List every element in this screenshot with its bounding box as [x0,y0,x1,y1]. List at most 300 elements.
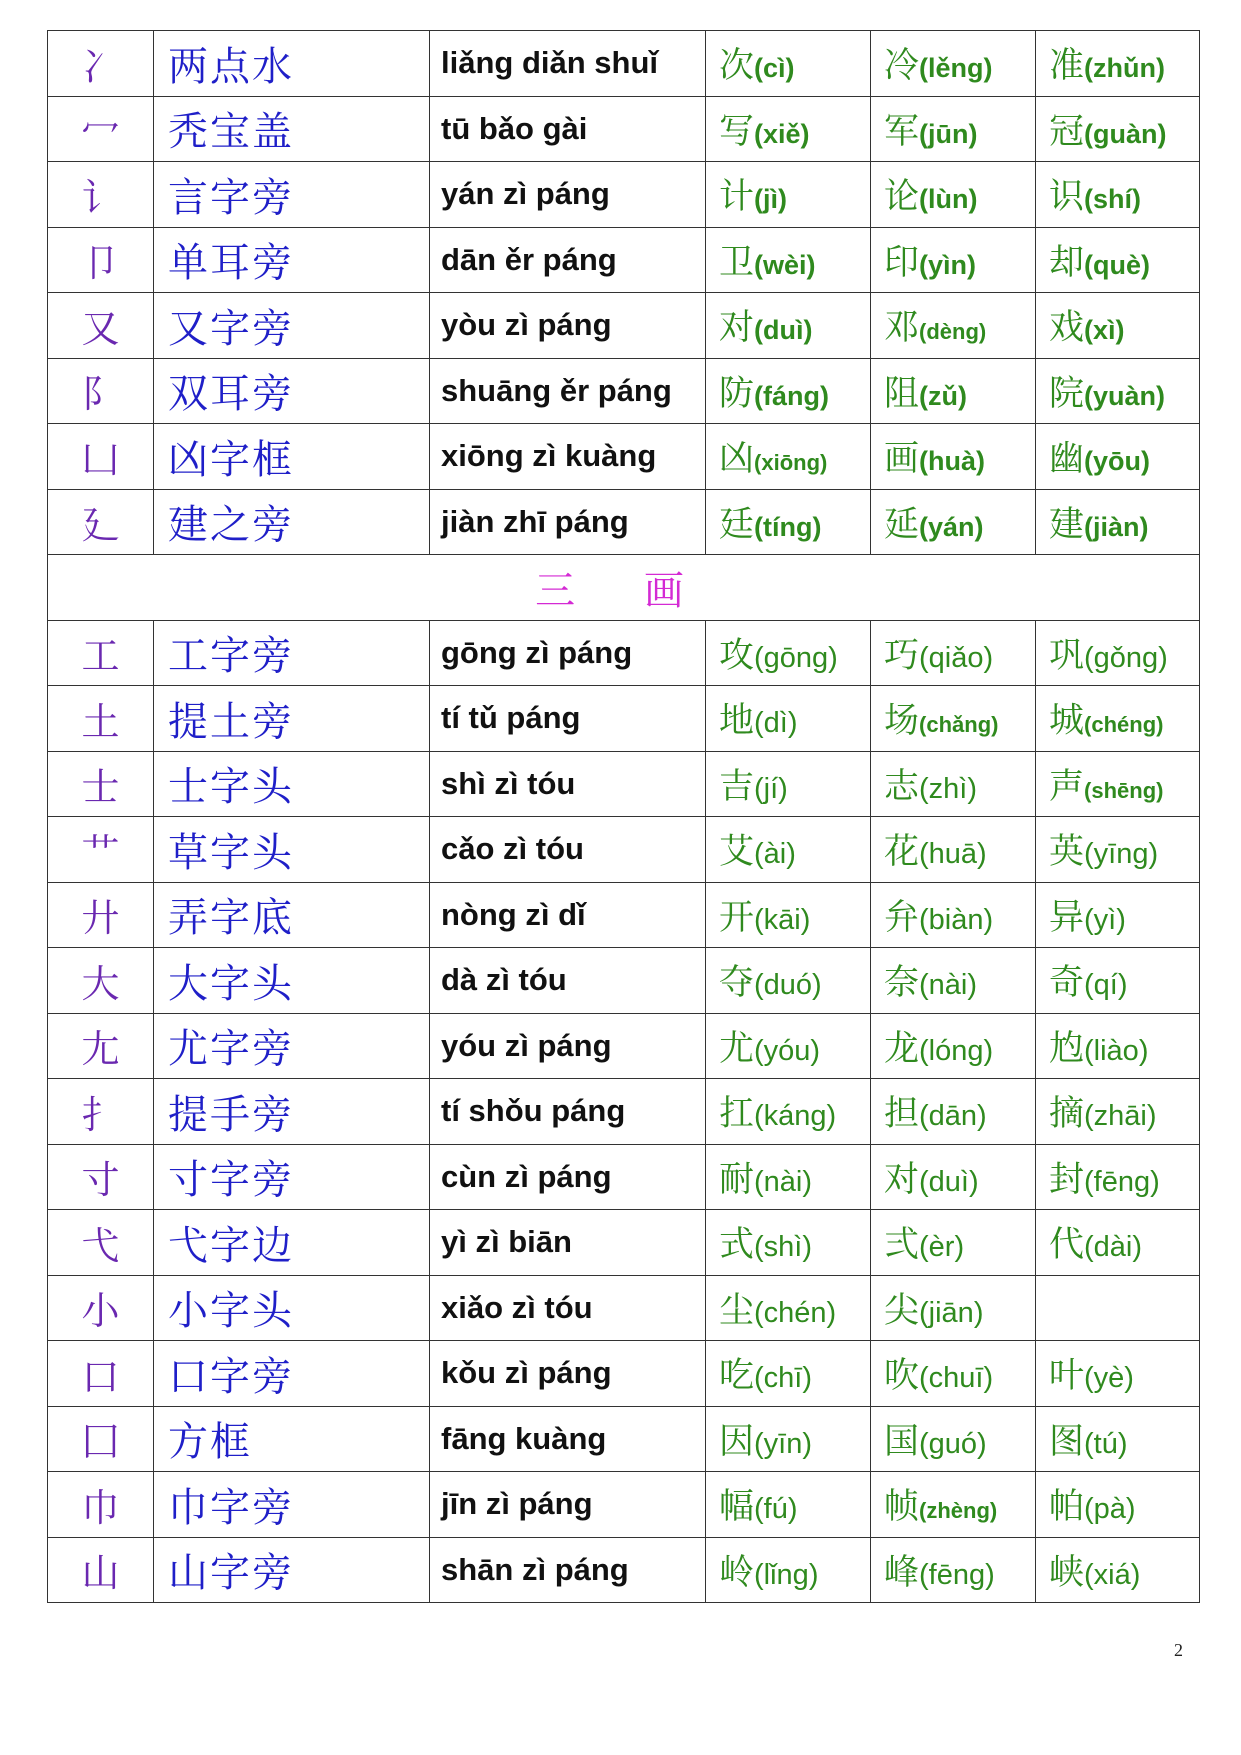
radical-pinyin-cell: yì zì biān [430,1210,706,1276]
example-char: 院 [1049,373,1085,414]
example-cell [1036,1144,1200,1210]
table-row [48,1472,1200,1538]
radical-cell: 士 [48,751,154,817]
radical-name-cell: 言字旁 [154,162,430,228]
example-char: 对 [884,1159,920,1200]
radical-name-cell: 山字旁 [154,1537,430,1603]
example-cell [706,1275,871,1341]
example-char: 图 [1049,1421,1085,1462]
radical-pinyin-cell: liǎng diǎn shuǐ [430,31,706,97]
radical-cell: 口 [48,1341,154,1407]
example-pinyin: (jí) [754,772,788,805]
table-row [48,96,1200,162]
example-pinyin: (lóng) [919,1034,994,1067]
radical-cell: 讠 [48,162,154,228]
radical-name-cell: 工字旁 [154,620,430,686]
example-cell [1036,489,1200,555]
example-cell [1036,96,1200,162]
example-cell [1036,293,1200,359]
radical-cell: 巾 [48,1472,154,1538]
radical-name-cell: 小字头 [154,1275,430,1341]
example-char: 场 [884,701,920,742]
table-row [48,686,1200,752]
radical-name-cell: 凶字框 [154,424,430,490]
example-cell [871,1472,1036,1538]
example-cell [706,1341,871,1407]
example-char: 奇 [1049,963,1085,1004]
example-char: 城 [1049,701,1085,742]
example-char: 地 [719,701,755,742]
radical-pinyin-cell: jīn zì páng [430,1472,706,1538]
table-row [48,620,1200,686]
radical-name-cell: 巾字旁 [154,1472,430,1538]
example-pinyin: (tú) [1084,1427,1128,1460]
table-row [48,882,1200,948]
example-pinyin: (dài) [1084,1231,1143,1264]
table-row [48,1537,1200,1603]
example-char: 尥 [1049,1028,1085,1069]
example-pinyin: (huā) [919,838,987,871]
table-row [48,162,1200,228]
example-pinyin: (lǐng) [754,1558,819,1591]
example-char: 代 [1049,1225,1085,1266]
example-char: 次 [719,46,755,87]
example-char: 邓 [884,308,920,349]
example-pinyin: (xiě) [754,118,810,149]
example-cell [706,686,871,752]
radical-name-cell: 寸字旁 [154,1144,430,1210]
example-char: 卫 [719,242,755,283]
example-cell [1036,358,1200,424]
example-cell [871,1079,1036,1145]
radical-pinyin-cell: dà zì tóu [430,948,706,1014]
example-char: 艾 [719,832,755,873]
radical-name-cell: 大字头 [154,948,430,1014]
example-cell [871,1406,1036,1472]
radical-name-cell: 士字头 [154,751,430,817]
example-char: 声 [1049,766,1085,807]
example-pinyin: (xiōng) [754,450,828,476]
example-char: 幅 [719,1487,755,1528]
example-cell [706,817,871,883]
example-char: 岭 [719,1552,755,1593]
example-cell [1036,162,1200,228]
example-pinyin: (duì) [919,1165,979,1198]
section-header: 三 画 [48,555,1200,621]
radical-cell: 工 [48,620,154,686]
example-cell [871,489,1036,555]
radical-name-cell: 尤字旁 [154,1013,430,1079]
example-pinyin: (biàn) [919,903,994,936]
example-char: 吃 [719,1356,755,1397]
example-char: 尖 [884,1290,920,1331]
example-cell [1036,1079,1200,1145]
example-pinyin: (xiá) [1084,1558,1141,1591]
example-cell [706,31,871,97]
example-char: 扛 [719,1094,755,1135]
radical-cell: 冖 [48,96,154,162]
example-pinyin: (nài) [754,1165,813,1198]
example-pinyin: (chén) [754,1296,837,1329]
example-char: 计 [719,177,755,218]
radical-pinyin-cell: cùn zì páng [430,1144,706,1210]
example-char: 担 [884,1094,920,1135]
example-char: 异 [1049,897,1085,938]
example-cell [706,162,871,228]
radical-pinyin-cell: gōng zì páng [430,620,706,686]
example-char: 帧 [884,1487,920,1528]
radical-cell: 大 [48,948,154,1014]
example-char: 尘 [719,1290,755,1331]
example-char: 帕 [1049,1487,1085,1528]
example-char: 志 [884,766,920,807]
example-char: 准 [1049,46,1085,87]
example-cell [871,751,1036,817]
radical-name-cell: 又字旁 [154,293,430,359]
example-char: 阻 [884,373,920,414]
radical-cell: 又 [48,293,154,359]
example-char: 奈 [884,963,920,1004]
example-pinyin: (gǒng) [1084,641,1168,674]
example-pinyin: (zhǔn) [1084,53,1165,84]
example-pinyin: (káng) [754,1100,837,1133]
page-number: 2 [1174,1640,1183,1660]
example-pinyin: (yán) [919,511,984,542]
example-pinyin: (liào) [1084,1034,1149,1067]
example-pinyin: (guàn) [1084,118,1167,149]
example-cell [706,1210,871,1276]
example-pinyin: (duì) [754,315,813,346]
example-cell [706,96,871,162]
radical-cell: 囗 [48,1406,154,1472]
example-pinyin: (yuàn) [1084,380,1166,411]
example-pinyin: (jiān) [919,1296,984,1329]
example-char: 幽 [1049,439,1085,480]
example-pinyin: (cì) [754,53,795,84]
example-pinyin: (shí) [1084,184,1142,215]
example-char: 式 [719,1225,755,1266]
example-cell [871,424,1036,490]
table-row [48,1079,1200,1145]
radical-pinyin-cell: nòng zì dǐ [430,882,706,948]
example-pinyin: (kāi) [754,903,811,936]
example-char: 戏 [1049,308,1085,349]
example-pinyin: (duó) [754,969,822,1002]
example-char: 叶 [1049,1356,1085,1397]
example-cell [871,1275,1036,1341]
section-header-row [48,555,1200,621]
radical-pinyin-cell: xiǎo zì tóu [430,1275,706,1341]
example-pinyin: (dì) [754,707,798,740]
example-char: 峰 [884,1552,920,1593]
example-char: 英 [1049,832,1085,873]
radical-cell: 山 [48,1537,154,1603]
example-pinyin: (huà) [919,446,985,477]
radical-cell: 艹 [48,817,154,883]
radical-cell: 冫 [48,31,154,97]
example-cell [1036,1210,1200,1276]
example-cell [871,293,1036,359]
example-cell [1036,882,1200,948]
example-char: 夺 [719,963,755,1004]
example-char: 写 [719,111,755,152]
radical-cell: 廴 [48,489,154,555]
example-cell [871,31,1036,97]
radical-pinyin-cell: xiōng zì kuàng [430,424,706,490]
example-pinyin: (fēng) [1084,1165,1160,1198]
example-char: 凶 [719,439,755,480]
example-cell [871,620,1036,686]
example-pinyin: (fú) [754,1493,798,1526]
example-cell [706,489,871,555]
radical-cell: 弋 [48,1210,154,1276]
example-char: 冷 [884,46,920,87]
table-row [48,751,1200,817]
example-pinyin: (fáng) [754,380,829,411]
radical-cell: 廾 [48,882,154,948]
radical-pinyin-cell: yòu zì páng [430,293,706,359]
radical-pinyin-cell: tí tǔ páng [430,686,706,752]
example-cell [871,227,1036,293]
example-cell [706,882,871,948]
example-cell [1036,1013,1200,1079]
table-row [48,1406,1200,1472]
radical-name-cell: 单耳旁 [154,227,430,293]
radical-name-cell: 弄字底 [154,882,430,948]
table-row [48,1144,1200,1210]
example-pinyin: (què) [1084,249,1150,280]
radical-name-cell: 方框 [154,1406,430,1472]
example-pinyin: (chéng) [1084,712,1164,738]
example-cell [706,1537,871,1603]
table-row [48,948,1200,1014]
example-pinyin: (jiàn) [1084,511,1149,542]
example-pinyin: (yìn) [919,249,977,280]
table-row [48,31,1200,97]
table-row [48,1013,1200,1079]
radical-cell: 小 [48,1275,154,1341]
example-cell [1036,1406,1200,1472]
table-row [48,1210,1200,1276]
example-pinyin: (dān) [919,1100,987,1133]
example-char: 巩 [1049,635,1085,676]
example-char: 摘 [1049,1094,1085,1135]
example-char: 论 [884,177,920,218]
example-pinyin: (tíng) [754,511,822,542]
example-char: 弁 [884,897,920,938]
example-cell [706,358,871,424]
example-char: 巧 [884,635,920,676]
radical-pinyin-cell: yóu zì páng [430,1013,706,1079]
example-char: 封 [1049,1159,1085,1200]
radical-table [47,30,1200,1603]
example-pinyin: (lùn) [919,184,978,215]
table-row [48,293,1200,359]
example-cell [706,1406,871,1472]
example-pinyin: (chī) [754,1362,813,1395]
example-cell [1036,948,1200,1014]
example-char: 画 [884,439,920,480]
radical-name-cell: 提手旁 [154,1079,430,1145]
table-row [48,424,1200,490]
example-char: 攻 [719,635,755,676]
example-cell [706,1079,871,1145]
table-row [48,1341,1200,1407]
example-pinyin: (qí) [1084,969,1128,1002]
example-cell [1036,31,1200,97]
example-char: 建 [1049,504,1085,545]
radical-cell: 凵 [48,424,154,490]
example-cell [871,1341,1036,1407]
example-cell [706,751,871,817]
example-cell [706,1013,871,1079]
radical-pinyin-cell: yán zì páng [430,162,706,228]
table-row [48,1275,1200,1341]
table-row [48,358,1200,424]
example-cell [706,424,871,490]
example-pinyin: (shì) [754,1231,813,1264]
example-cell [871,686,1036,752]
radical-pinyin-cell: kǒu zì páng [430,1341,706,1407]
example-pinyin: (dèng) [919,319,987,345]
radical-cell: 土 [48,686,154,752]
example-cell [706,1144,871,1210]
example-char: 廷 [719,504,755,545]
example-cell [1036,1341,1200,1407]
example-pinyin: (jì) [754,184,788,215]
example-pinyin: (nài) [919,969,978,1002]
example-char: 开 [719,897,755,938]
example-cell [1036,817,1200,883]
example-cell [871,1210,1036,1276]
example-cell [1036,424,1200,490]
example-pinyin: (zhèng) [919,1498,998,1524]
example-char: 耐 [719,1159,755,1200]
example-pinyin: (èr) [919,1231,965,1264]
example-char: 吹 [884,1356,920,1397]
example-cell [1036,1275,1200,1341]
example-cell [871,1537,1036,1603]
example-pinyin: (ài) [754,838,796,871]
example-pinyin: (yīng) [1084,838,1159,871]
radical-pinyin-cell: dān ěr páng [430,227,706,293]
example-cell [871,1144,1036,1210]
example-cell [1036,620,1200,686]
example-cell [1036,1537,1200,1603]
example-char: 延 [884,504,920,545]
example-pinyin: (yīn) [754,1427,813,1460]
example-cell [706,620,871,686]
example-cell [706,1472,871,1538]
example-pinyin: (pà) [1084,1493,1136,1526]
radical-name-cell: 弋字边 [154,1210,430,1276]
example-char: 对 [719,308,755,349]
radical-pinyin-cell: jiàn zhī páng [430,489,706,555]
example-char: 防 [719,373,755,414]
example-char: 花 [884,832,920,873]
example-pinyin: (zhì) [919,772,978,805]
table-row [48,489,1200,555]
example-char: 弍 [884,1225,920,1266]
radical-pinyin-cell: shān zì páng [430,1537,706,1603]
example-cell [706,948,871,1014]
example-pinyin: (yì) [1084,903,1126,936]
example-pinyin: (yóu) [754,1034,821,1067]
example-cell [871,162,1036,228]
radical-pinyin-cell: tū bǎo gài [430,96,706,162]
example-char: 峡 [1049,1552,1085,1593]
example-char: 国 [884,1421,920,1462]
example-char: 吉 [719,766,755,807]
table-body [48,31,1200,1603]
radical-name-cell: 口字旁 [154,1341,430,1407]
radical-pinyin-cell: tí shǒu páng [430,1079,706,1145]
example-char: 印 [884,242,920,283]
radical-pinyin-cell: cǎo zì tóu [430,817,706,883]
example-pinyin: (lěng) [919,53,993,84]
table-row [48,227,1200,293]
example-pinyin: (shēng) [1084,777,1164,803]
radical-pinyin-cell: shuāng ěr páng [430,358,706,424]
example-pinyin: (xì) [1084,315,1125,346]
example-pinyin: (qiǎo) [919,641,994,674]
radical-cell: 卩 [48,227,154,293]
example-cell [871,1013,1036,1079]
radical-pinyin-cell: shì zì tóu [430,751,706,817]
radical-name-cell: 秃宝盖 [154,96,430,162]
example-cell [871,948,1036,1014]
example-cell [871,96,1036,162]
table-row [48,817,1200,883]
example-pinyin: (chuī) [919,1362,994,1395]
example-pinyin: (guó) [919,1427,987,1460]
example-cell [1036,686,1200,752]
example-pinyin: (gōng) [754,641,838,674]
example-cell [871,358,1036,424]
example-cell [1036,751,1200,817]
example-cell [706,227,871,293]
radical-cell: 尢 [48,1013,154,1079]
example-cell [871,817,1036,883]
radical-name-cell: 双耳旁 [154,358,430,424]
example-pinyin: (zhāi) [1084,1100,1157,1133]
example-char: 军 [884,111,920,152]
example-pinyin: (chǎng) [919,712,999,738]
radical-name-cell: 两点水 [154,31,430,97]
example-char: 识 [1049,177,1085,218]
radical-name-cell: 建之旁 [154,489,430,555]
radical-name-cell: 草字头 [154,817,430,883]
radical-cell: 阝 [48,358,154,424]
example-pinyin: (jūn) [919,118,978,149]
example-cell [871,882,1036,948]
example-pinyin: (zǔ) [919,380,967,411]
example-pinyin: (wèi) [754,249,816,280]
example-cell [1036,1472,1200,1538]
example-char: 尤 [719,1028,755,1069]
example-cell [1036,227,1200,293]
example-pinyin: (fēng) [919,1558,995,1591]
radical-pinyin-cell: fāng kuàng [430,1406,706,1472]
example-char: 因 [719,1421,755,1462]
example-char: 却 [1049,242,1085,283]
radical-cell: 扌 [48,1079,154,1145]
radical-name-cell: 提土旁 [154,686,430,752]
example-char: 冠 [1049,111,1085,152]
example-pinyin: (yè) [1084,1362,1134,1395]
radical-cell: 寸 [48,1144,154,1210]
example-char: 龙 [884,1028,920,1069]
